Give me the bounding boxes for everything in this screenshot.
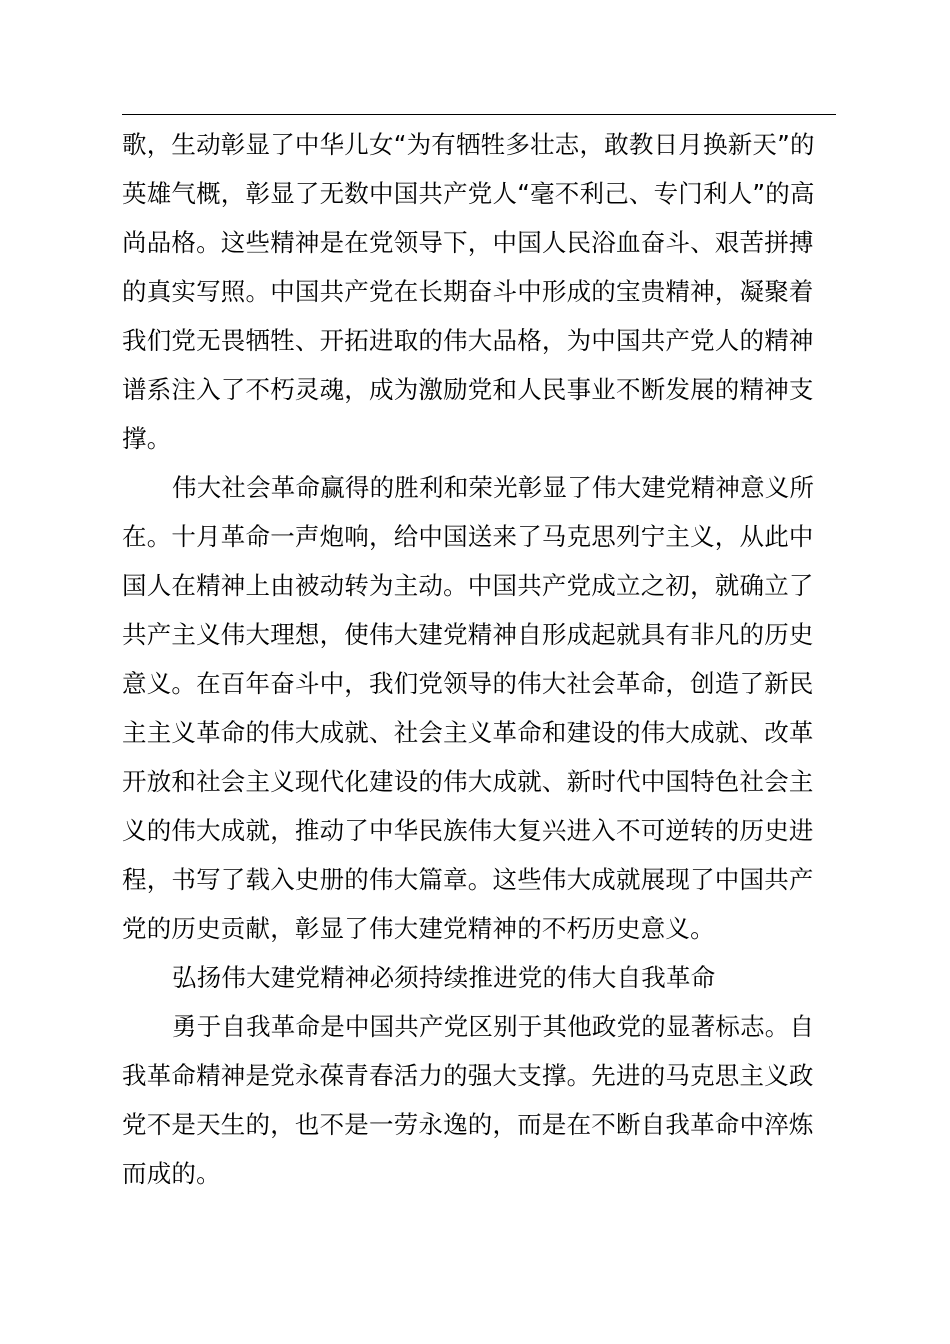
text-line: 党的历史贡献，彰显了伟大建党精神的不朽历史意义。: [122, 914, 715, 943]
text-line: 的真实写照。中国共产党在长期奋斗中形成的宝贵精神，凝聚着: [122, 277, 814, 306]
text-line: 意义。在百年奋斗中，我们党领导的伟大社会革命，创造了新民: [122, 669, 814, 698]
text-line: 而成的。: [122, 1159, 221, 1188]
text-line: 尚品格。这些精神是在党领导下，中国人民浴血奋斗、艰苦拼搏: [122, 228, 814, 257]
text-line: 歌，生动彰显了中华儿女“为有牺牲多壮志，敢教日月换新天”的: [122, 130, 815, 159]
text-line: 谱系注入了不朽灵魂，成为激励党和人民事业不断发展的精神支: [122, 375, 814, 404]
text-line: 英雄气概，彰显了无数中国共产党人“毫不利己、专门利人”的高: [122, 179, 815, 208]
text-line: 义的伟大成就，推动了中华民族伟大复兴进入不可逆转的历史进: [122, 816, 814, 845]
text-line: 我革命精神是党永葆青春活力的强大支撑。先进的马克思主义政: [122, 1061, 814, 1090]
text-line: 撑。: [122, 424, 172, 453]
text-line: 在。十月革命一声炮响，给中国送来了马克思列宁主义，从此中: [122, 522, 814, 551]
paragraph-start-line: 伟大社会革命赢得的胜利和荣光彰显了伟大建党精神意义所: [172, 473, 815, 502]
text-line: 党不是天生的，也不是一劳永逸的，而是在不断自我革命中淬炼: [122, 1110, 814, 1139]
text-line: 程，书写了载入史册的伟大篇章。这些伟大成就展现了中国共产: [122, 865, 814, 894]
text-line: 我们党无畏牺牲、开拓进取的伟大品格，为中国共产党人的精神: [122, 326, 814, 355]
text-line: 共产主义伟大理想，使伟大建党精神自形成起就具有非凡的历史: [122, 620, 814, 649]
text-line: 国人在精神上由被动转为主动。中国共产党成立之初，就确立了: [122, 571, 814, 600]
header-rule: [122, 114, 836, 115]
text-line: 主主义革命的伟大成就、社会主义革命和建设的伟大成就、改革: [122, 718, 814, 747]
paragraph-start-line: 勇于自我革命是中国共产党区别于其他政党的显著标志。自: [172, 1012, 815, 1041]
text-line: 开放和社会主义现代化建设的伟大成就、新时代中国特色社会主: [122, 767, 814, 796]
section-heading: 弘扬伟大建党精神必须持续推进党的伟大自我革命: [172, 963, 716, 992]
